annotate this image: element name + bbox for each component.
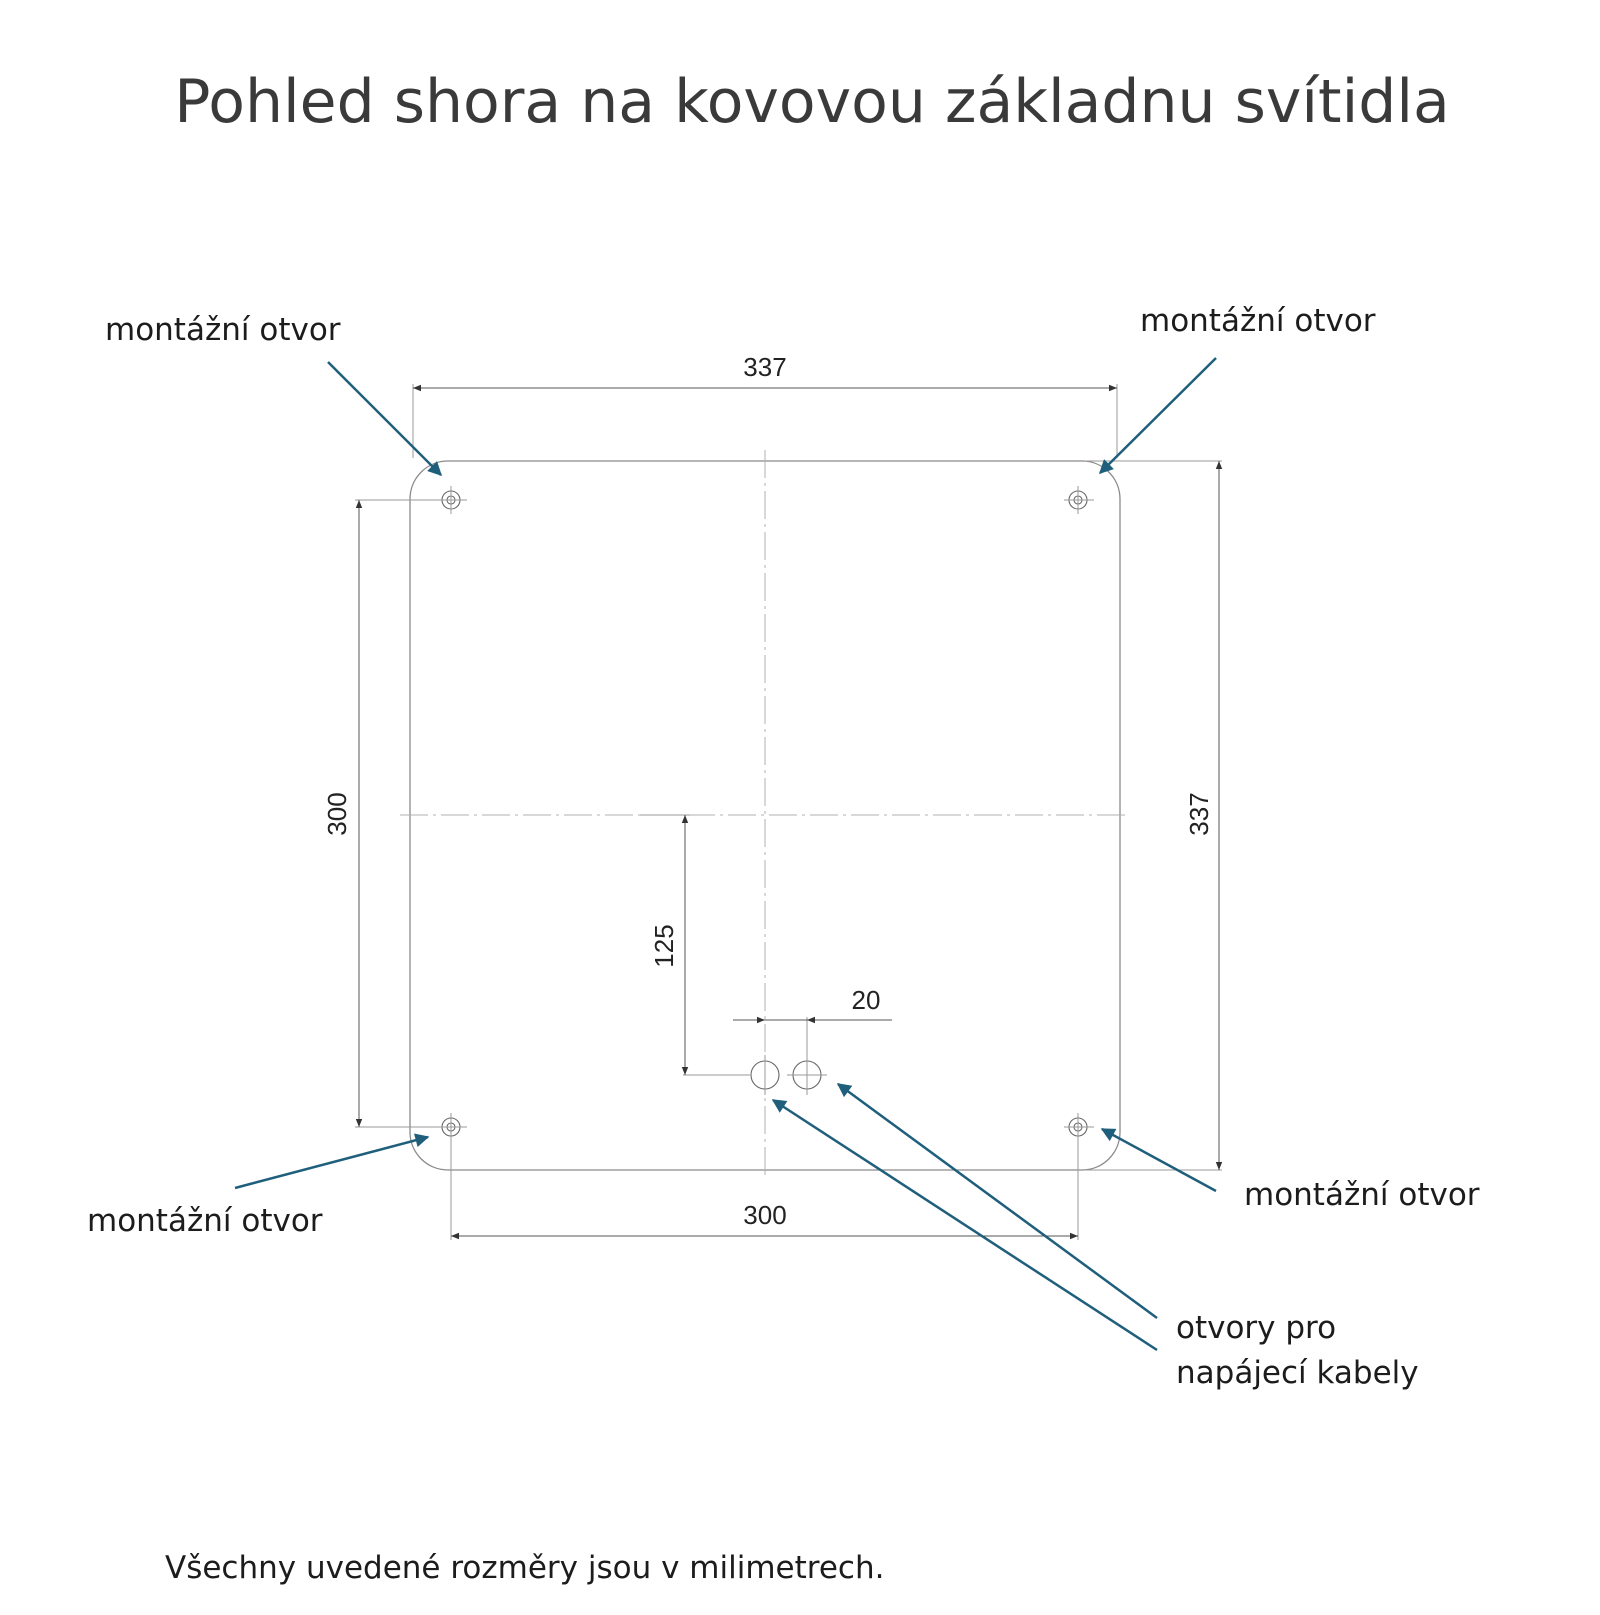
label-mounting-hole-bottom-left: montážní otvor bbox=[87, 1203, 323, 1239]
label-mounting-hole-top-right: montážní otvor bbox=[1140, 303, 1376, 339]
callout-arrow-bottom-left bbox=[235, 1137, 428, 1188]
dimension-cable-spacing-label: 20 bbox=[851, 985, 881, 1015]
page-title: Pohled shora na kovovou základnu svítidla bbox=[174, 67, 1450, 137]
mounting-hole-top-left bbox=[437, 486, 467, 514]
callout-arrow-cable-hole-left bbox=[773, 1100, 1157, 1350]
mounting-hole-top-right bbox=[1064, 486, 1094, 514]
label-cable-holes-line-2: napájecí kabely bbox=[1176, 1355, 1419, 1391]
label-mounting-hole-bottom-right: montážní otvor bbox=[1244, 1177, 1480, 1213]
mounting-hole-bottom-left bbox=[437, 1113, 467, 1141]
dimension-right-height-label: 337 bbox=[1184, 792, 1214, 836]
cable-hole-left bbox=[751, 1055, 779, 1095]
callout-arrow-bottom-right bbox=[1102, 1129, 1216, 1191]
dimension-top-width-label: 337 bbox=[743, 352, 787, 382]
dimension-cable-offset bbox=[640, 815, 750, 1075]
mounting-hole-bottom-right bbox=[1064, 1113, 1094, 1141]
callout-arrow-cable-hole-right bbox=[838, 1084, 1157, 1318]
label-cable-holes-line-1: otvory pro bbox=[1176, 1310, 1337, 1346]
footnote-units: Všechny uvedené rozměry jsou v milimetrech. bbox=[165, 1550, 885, 1586]
dimension-cable-spacing bbox=[733, 985, 892, 1055]
dimension-top-width bbox=[413, 352, 1117, 458]
dimension-bottom-width-label: 300 bbox=[743, 1200, 787, 1230]
callout-arrow-top-left bbox=[328, 362, 441, 475]
dimension-left-height-label: 300 bbox=[322, 792, 352, 836]
dimension-left-height bbox=[322, 500, 440, 1127]
dimension-cable-offset-label: 125 bbox=[649, 924, 679, 968]
label-mounting-hole-top-left: montážní otvor bbox=[105, 312, 341, 348]
cable-hole-right bbox=[787, 1055, 827, 1095]
